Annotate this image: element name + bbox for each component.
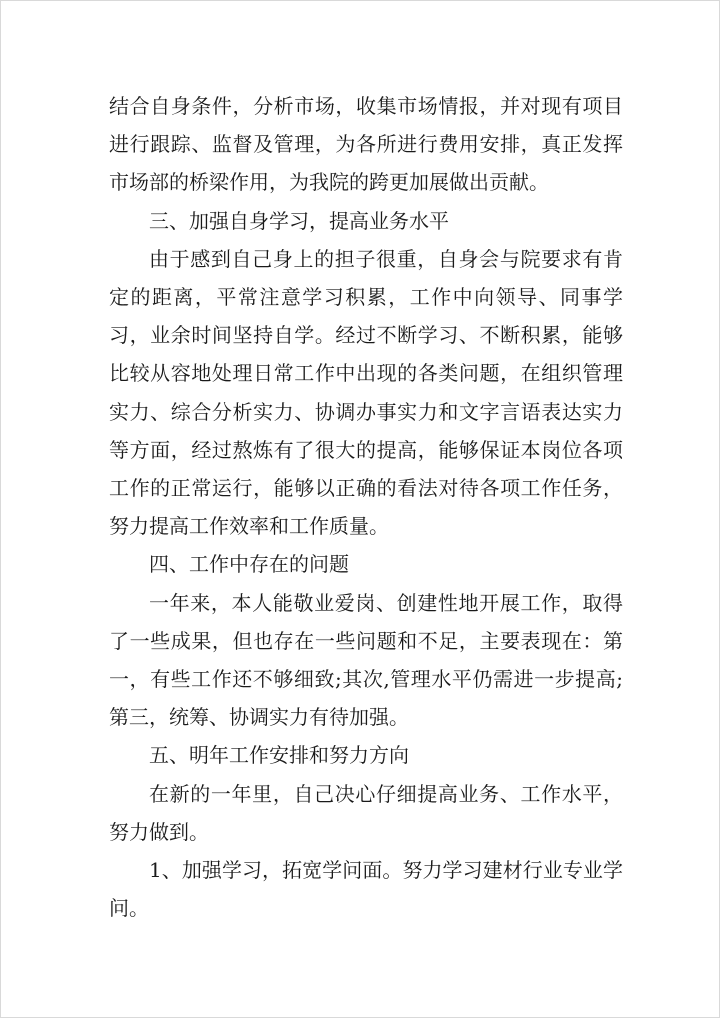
paragraph-market-role: 结合自身条件，分析市场，收集市场情报，并对现有项目进行跟踪、监督及管理，为各所进行费用安排，真正发挥市场部的桥梁作用，为我院的跨更加展做出贡献。: [109, 94, 623, 195]
paragraph-plan-item-1: 1、加强学习，拓宽学问面。努力学习建材行业专业学问。: [109, 858, 623, 921]
document-body: [109, 87, 623, 927]
paragraph-next-year-intro: 在新的一年里，自己决心仔细提高业务、工作水平，努力做到。: [109, 781, 623, 844]
paragraph-problems: 一年来，本人能敬业爱岗、创建性地开展工作，取得了一些成果，但也存在一些问题和不足，主要表现在：第一，有些工作还不够细致;其次,管理水平仍需进一步提高;第三，统筹、协调实力有待加强。: [109, 590, 623, 730]
paragraph-self-study: 由于感到自己身上的担子很重，自身会与院要求有肯定的距离，平常注意学习积累，工作中向领导、同事学习，业余时间坚持自学。经过不断学习、不断积累，能够比较从容地处理日常工作中出现的各类问题，在组织管理实力、综合分析实力、协调办事实力和文字言语表达实力等方面，经过熬炼有了很大的提高，能够保证本岗位各项工作的正常运行，能够以正确的看法对待各项工作任务，努力提高工作效率和工作质量。: [109, 246, 623, 539]
section-heading-problems: 四、工作中存在的问题: [149, 552, 349, 577]
section-heading-self-study: 三、加强自身学习，提高业务水平: [149, 208, 449, 233]
section-heading-next-year: 五、明年工作安排和努力方向: [149, 743, 409, 768]
